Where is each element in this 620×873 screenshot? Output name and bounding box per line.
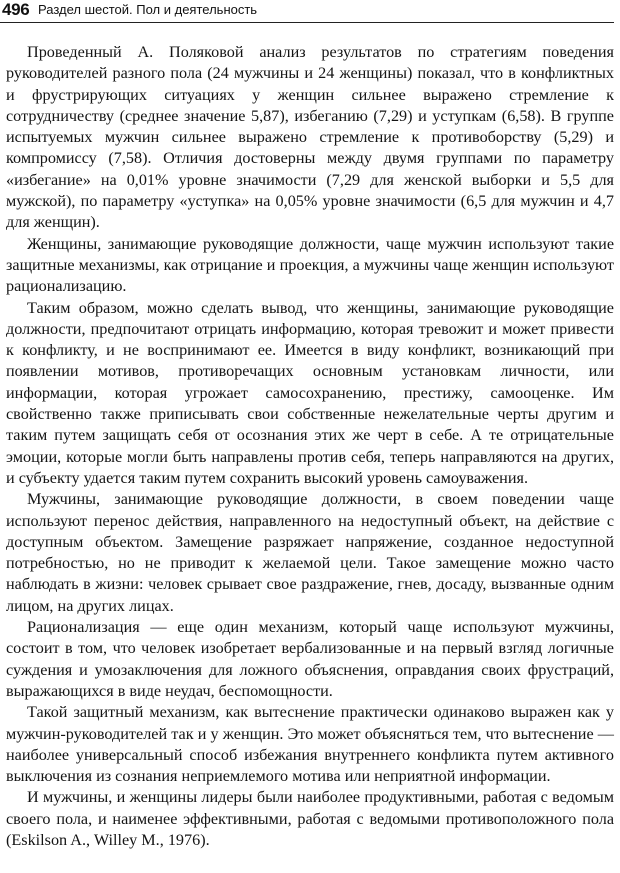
paragraph: Проведенный А. Поляковой анализ результатов по стратегиям поведения руководителей разного пола (24 мужчины и 24 женщины) показал, что в конфликтных и фрустрирующих ситуациях у женщин сильнее выражено стремление к сотрудничеству (среднее значение 5,87), избеганию (7,29) и уступкам (6,58). В группе испытуемых мужчин сильнее выражено стремление к противоборству (5,29) и компромиссу (7,58). Отличия достоверны между двумя группами по параметру «избегание» на 0,01% уровне значимости (7,29 для женской выборки и 5,5 для мужской), по параметру «уступка» на 0,05% уровне значимости (6,5 для мужчин и 4,7 для женщин). xyxy=(6,43,614,232)
page-header xyxy=(0,0,614,23)
paragraph: Рационализация — еще один механизм, который чаще используют мужчины, состоит в том, что человек изобретает вербализованные и на первый взгляд логичные суждения и умозаключения для ложного объяснения, оправдания своих фрустраций, выражающихся в виде неудач, беспомощности. xyxy=(6,618,614,700)
paragraph: Мужчины, занимающие руководящие должности, в своем поведении чаще используют перенос действия, направленного на недоступный объект, на действие с доступным объектом. Замещение разряжает напряжение, созданное недоступной потребностью, но не приводит к желаемой цели. Такое замещение можно часто наблюдать в жизни: человек срывает свое раздражение, гнев, досаду, вызванные одним лицом, на других лицах. xyxy=(6,490,614,615)
paragraph: И мужчины, и женщины лидеры были наиболее продуктивными, работая с ведомым своего пола, и наименее эффективными, работая с ведомыми противоположного пола (Eskilson A., Willey M., 1976). xyxy=(6,788,614,849)
paragraph: Такой защитный механизм, как вытеснение практически одинаково выражен как у мужчин-руководителей так и у женщин. Это может объясняться тем, что вытеснение — наиболее универсальный способ избежания внутреннего конфликта путем активного выключения из сознания неприемлемого мотива или неприятной информации. xyxy=(6,703,614,786)
paragraph: Таким образом, можно сделать вывод, что женщины, занимающие руководящие должности, предпочитают отрицать информацию, которая тревожит и может привести к конфликту, и не воспринимают ее. Имеется в виду конфликт, возникающий при появлении мотивов, противоречащих основным установкам личности, или информации, которая угрожает самосохранению, престижу, самооценке. Им свойственно также приписывать свои собственные нежелательные черты другим и таким путем защищать себя от осознания этих же черт в себе. А те отрицательные эмоции, которые могли быть направлены против себя, теперь направляются на других, и субъекту удается таким путем сохранить высокий уровень самоуважения. xyxy=(6,298,614,487)
page-number: 496 xyxy=(2,0,30,19)
running-head: Раздел шестой. Пол и деятельность xyxy=(38,2,258,17)
body-text xyxy=(6,42,614,851)
paragraph: Женщины, занимающие руководящие должности, чаще мужчин используют такие защитные механизмы, как отрицание и проекция, а мужчины чаще женщин используют рационализацию. xyxy=(6,234,614,296)
